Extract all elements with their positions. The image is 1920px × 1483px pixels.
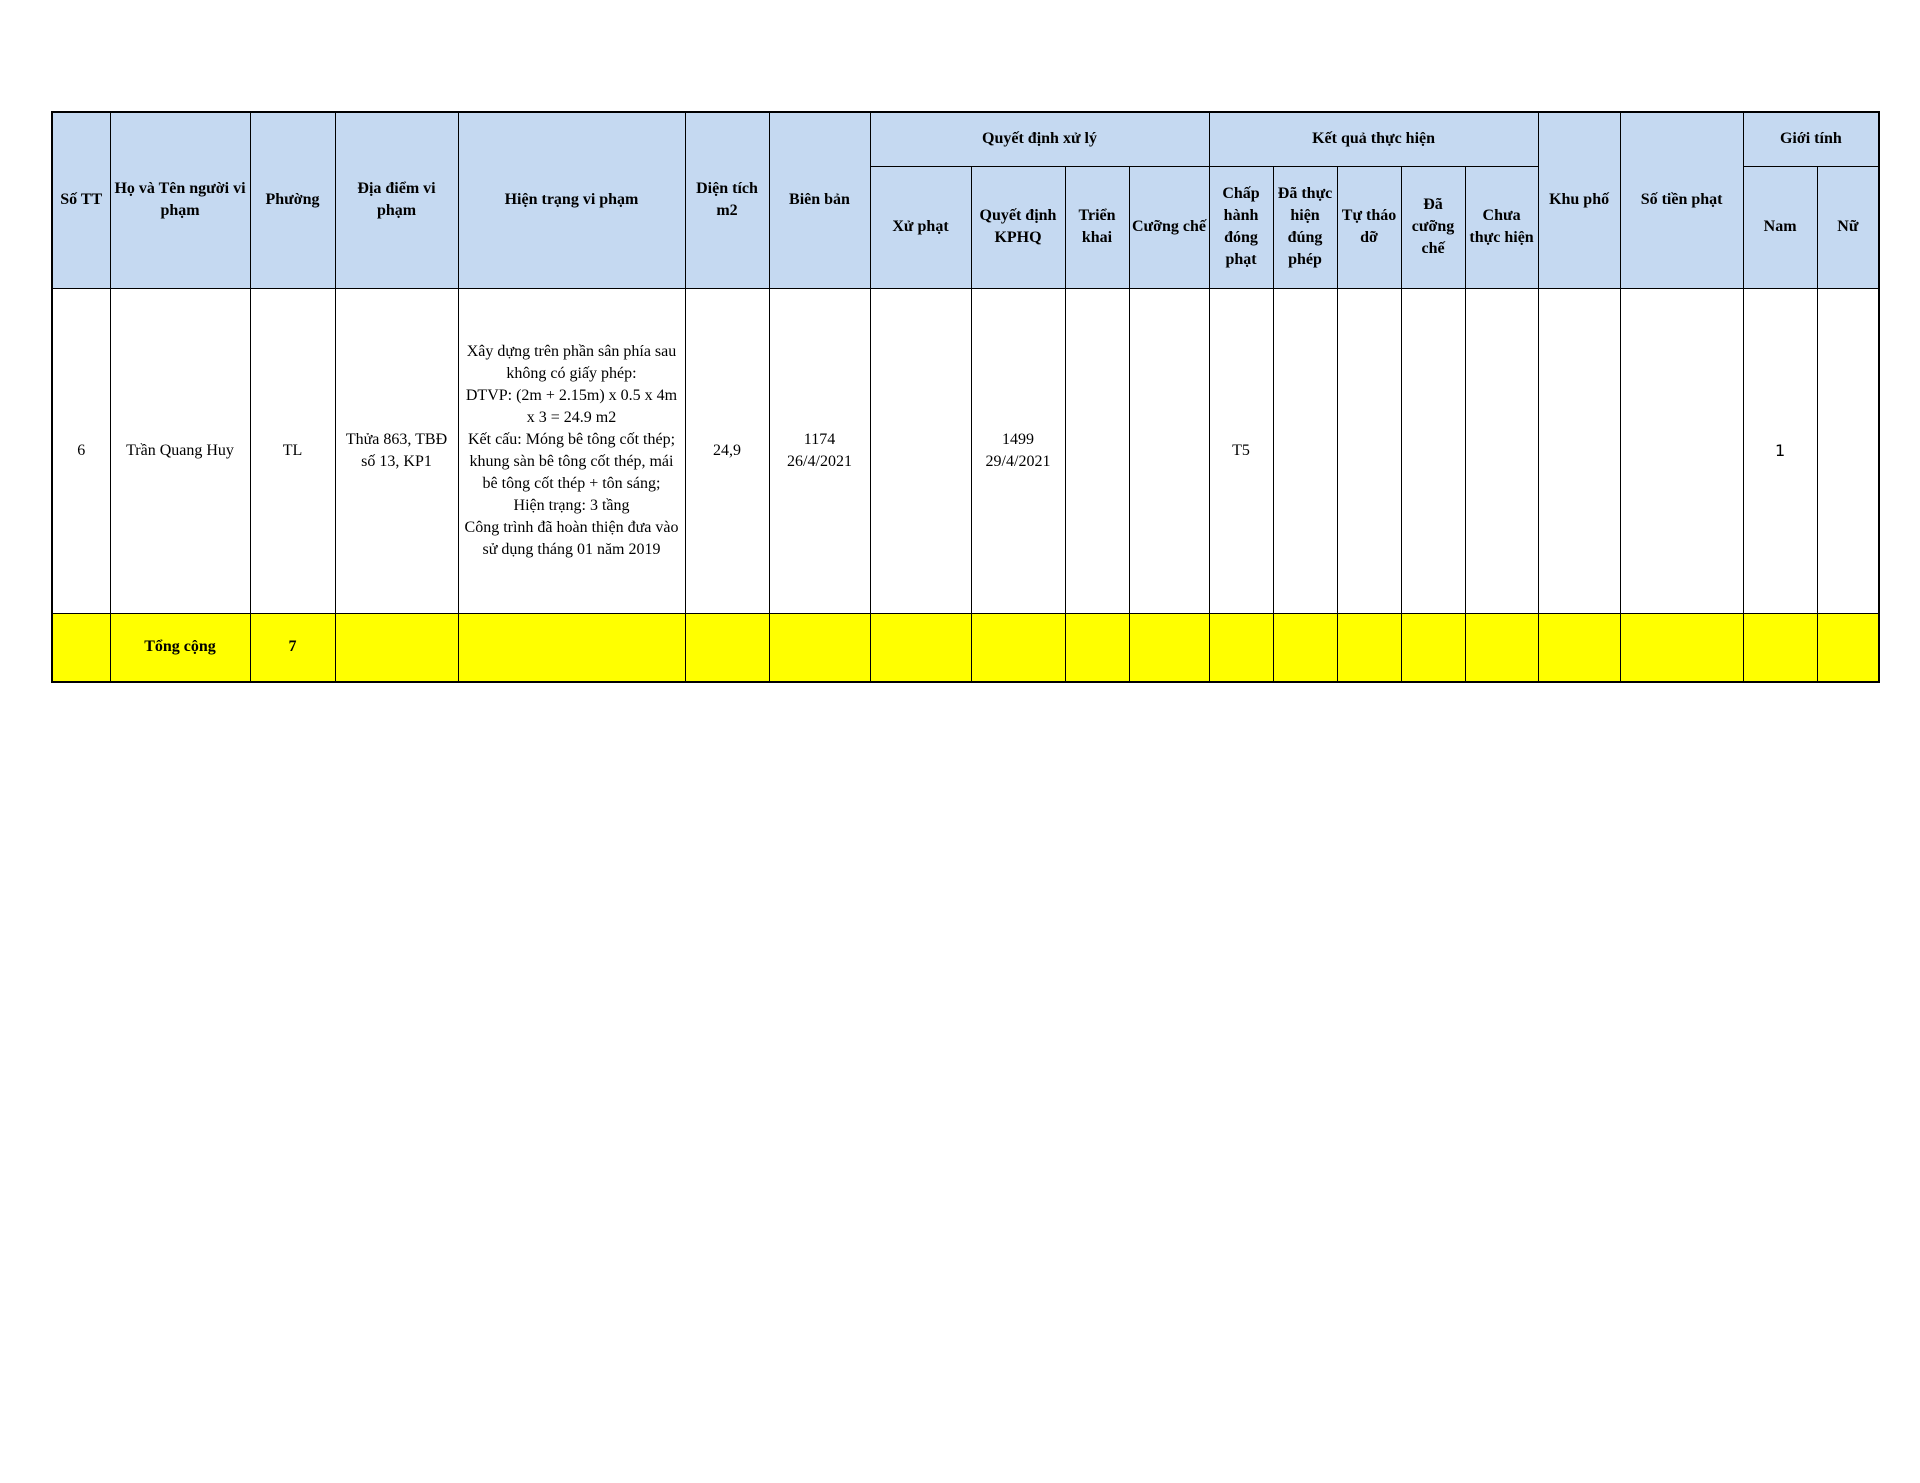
total-label: Tổng cộng <box>110 613 250 682</box>
cell-ho-ten: Trần Quang Huy <box>110 288 250 613</box>
header-tu-thao-do: Tự tháo dỡ <box>1337 166 1401 288</box>
header-cuong-che: Cưỡng chế <box>1129 166 1209 288</box>
header-so-tt: Số TT <box>52 112 110 288</box>
kphq-so: 1499 <box>1002 430 1034 448</box>
header-row-1 <box>52 112 1879 166</box>
header-xu-phat: Xử phạt <box>870 166 971 288</box>
cell-cuong-che <box>1129 288 1209 613</box>
header-quyet-dinh-group: Quyết định xử lý <box>870 112 1209 166</box>
hien-trang-line: Công trình đã hoàn thiện đưa vào sử dụng tháng 01 năm 2019 <box>464 518 679 558</box>
bien-ban-so: 1174 <box>803 430 836 448</box>
cell-trien-khai <box>1065 288 1129 613</box>
header-phuong: Phường <box>250 112 335 288</box>
header-nu: Nữ <box>1817 166 1879 288</box>
hien-trang-line: Xây dựng trên phần sân phía sau không có giấy phép: <box>466 342 677 382</box>
header-bien-ban: Biên bản <box>769 112 870 288</box>
cell-chap-hanh: T5 <box>1209 288 1273 613</box>
header-chua-thuc-hien: Chưa thực hiện <box>1465 166 1538 288</box>
total-empty <box>335 613 458 682</box>
header-trien-khai: Triển khai <box>1065 166 1129 288</box>
total-empty <box>1620 613 1743 682</box>
header-khu-pho: Khu phố <box>1538 112 1620 288</box>
cell-da-thuc-hien <box>1273 288 1337 613</box>
header-quyet-dinh-kphq: Quyết định KPHQ <box>971 166 1065 288</box>
total-empty <box>1273 613 1337 682</box>
header-so-tien-phat: Số tiền phạt <box>1620 112 1743 288</box>
total-row <box>52 613 1879 682</box>
total-empty <box>1337 613 1401 682</box>
header-da-cuong-che: Đã cưỡng chế <box>1401 166 1465 288</box>
hien-trang-line: Hiện trạng: 3 tầng <box>513 496 630 514</box>
table-row <box>52 288 1879 613</box>
cell-dien-tich: 24,9 <box>685 288 769 613</box>
header-da-thuc-hien: Đã thực hiện đúng phép <box>1273 166 1337 288</box>
hien-trang-line: Kết cấu: Móng bê tông cốt thép; khung sàn bê tông cốt thép, mái bê tông cốt thép + tôn sáng; <box>467 430 676 492</box>
cell-bien-ban <box>769 288 870 613</box>
cell-so-tt: 6 <box>52 288 110 613</box>
header-dia-diem: Địa điểm vi phạm <box>335 112 458 288</box>
cell-xu-phat <box>870 288 971 613</box>
header-nam: Nam <box>1743 166 1817 288</box>
cell-nu <box>1817 288 1879 613</box>
total-empty <box>1538 613 1620 682</box>
total-empty <box>1065 613 1129 682</box>
header-gioi-tinh-group: Giới tính <box>1743 112 1879 166</box>
cell-quyet-dinh-kphq <box>971 288 1065 613</box>
cell-da-cuong-che <box>1401 288 1465 613</box>
total-empty <box>1209 613 1273 682</box>
header-dien-tich: Diện tích m2 <box>685 112 769 288</box>
header-chap-hanh: Chấp hành đóng phạt <box>1209 166 1273 288</box>
total-empty <box>1401 613 1465 682</box>
total-empty <box>1817 613 1879 682</box>
total-empty <box>769 613 870 682</box>
cell-dia-diem: Thửa 863, TBĐ số 13, KP1 <box>335 288 458 613</box>
total-empty <box>971 613 1065 682</box>
header-hien-trang: Hiện trạng vi phạm <box>458 112 685 288</box>
cell-nam: 1 <box>1743 288 1817 613</box>
violation-table <box>51 111 1880 683</box>
bien-ban-ngay: 26/4/2021 <box>787 452 852 470</box>
cell-khu-pho <box>1538 288 1620 613</box>
total-empty <box>52 613 110 682</box>
cell-tu-thao-do <box>1337 288 1401 613</box>
kphq-ngay: 29/4/2021 <box>985 452 1051 470</box>
total-empty <box>458 613 685 682</box>
cell-so-tien-phat <box>1620 288 1743 613</box>
total-empty <box>1743 613 1817 682</box>
total-empty <box>1465 613 1538 682</box>
total-empty <box>870 613 971 682</box>
total-empty <box>1129 613 1209 682</box>
header-ket-qua-group: Kết quả thực hiện <box>1209 112 1538 166</box>
total-empty <box>685 613 769 682</box>
hien-trang-line: DTVP: (2m + 2.15m) x 0.5 x 4m x 3 = 24.9 m2 <box>465 386 678 426</box>
cell-hien-trang <box>458 288 685 613</box>
header-ho-ten: Họ và Tên người vi phạm <box>110 112 250 288</box>
cell-chua-thuc-hien <box>1465 288 1538 613</box>
total-value: 7 <box>250 613 335 682</box>
cell-phuong: TL <box>250 288 335 613</box>
